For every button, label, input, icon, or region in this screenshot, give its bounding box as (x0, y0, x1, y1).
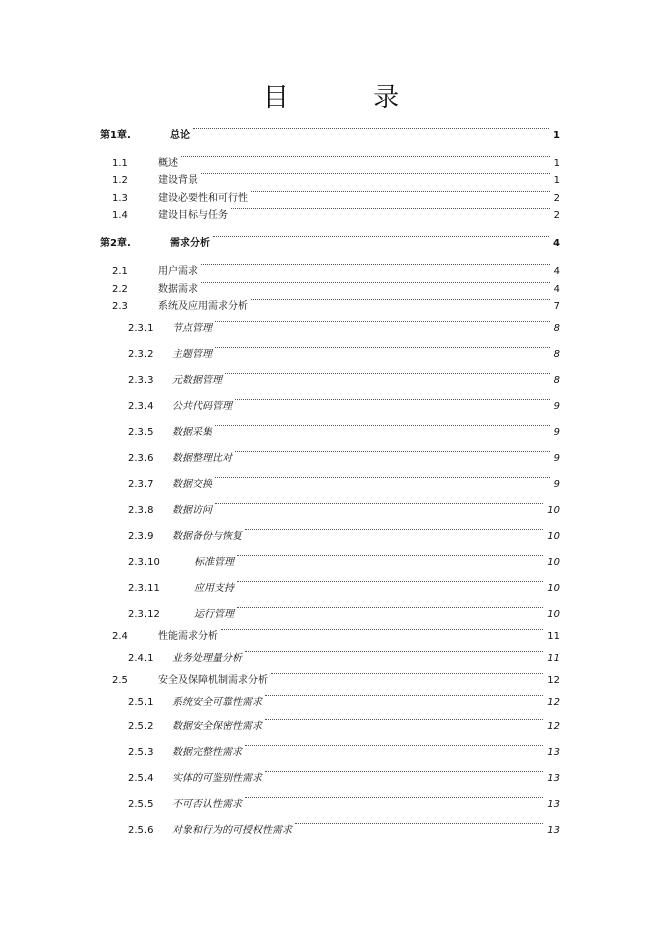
toc-entry-page: 12 (547, 721, 560, 732)
toc-dot-leader (215, 321, 550, 322)
toc-entry-page: 4 (553, 238, 560, 249)
toc-entry-number: 2.2 (112, 284, 128, 295)
toc-entry-number: 2.5 (112, 675, 128, 686)
toc-entry[interactable] (0, 555, 662, 571)
toc-dot-leader (215, 347, 550, 348)
toc-entry-page: 10 (547, 583, 560, 594)
toc-entry[interactable] (0, 503, 662, 519)
toc-entry-page: 12 (547, 697, 560, 708)
toc-entry[interactable] (0, 451, 662, 467)
toc-entry-label: 标准管理 (194, 557, 234, 568)
toc-entry[interactable] (0, 264, 662, 280)
toc-entry[interactable] (0, 673, 662, 689)
toc-entry-label: 数据访问 (172, 505, 212, 516)
toc-entry-label: 用户需求 (158, 266, 198, 277)
toc-entry[interactable] (0, 373, 662, 389)
toc-entry-number: 2.3.12 (128, 609, 160, 620)
toc-entry-number: 2.3.7 (128, 479, 154, 490)
toc-dot-leader (237, 607, 543, 608)
toc-entry-number: 2.3.11 (128, 583, 160, 594)
toc-entry-page: 8 (553, 323, 560, 334)
toc-entry-page: 4 (553, 266, 560, 277)
toc-dot-leader (181, 156, 550, 157)
toc-entry-page: 10 (547, 531, 560, 542)
toc-entry-page: 13 (547, 747, 560, 758)
toc-entry-number: 第2章. (100, 238, 131, 249)
toc-entry-page: 1 (553, 130, 560, 141)
toc-entry[interactable] (0, 823, 662, 839)
toc-dot-leader (251, 299, 550, 300)
toc-entry[interactable] (0, 745, 662, 761)
toc-entry-label: 系统及应用需求分析 (158, 301, 248, 312)
toc-entry-number: 2.3.5 (128, 427, 154, 438)
toc-entry-page: 2 (553, 193, 560, 204)
toc-entry[interactable] (0, 477, 662, 493)
toc-dot-leader (201, 282, 550, 283)
toc-entry-label: 对象和行为的可授权性需求 (172, 825, 292, 836)
toc-dot-leader (213, 236, 549, 237)
toc-entry-page: 1 (553, 175, 560, 186)
toc-entry-number: 1.1 (112, 158, 128, 169)
toc-dot-leader (245, 797, 543, 798)
toc-entry-number: 2.5.4 (128, 773, 154, 784)
toc-entry-page: 9 (553, 453, 560, 464)
toc-entry-number: 2.3.6 (128, 453, 154, 464)
toc-entry-label: 数据完整性需求 (172, 747, 242, 758)
toc-entry[interactable] (0, 719, 662, 735)
toc-entry-page: 9 (553, 479, 560, 490)
toc-entry-label: 业务处理量分析 (172, 653, 242, 664)
toc-entry[interactable] (0, 651, 662, 667)
toc-entry-label: 建设必要性和可行性 (158, 193, 248, 204)
toc-dot-leader (237, 555, 543, 556)
toc-entry-label: 数据需求 (158, 284, 198, 295)
toc-title: 目 录 (262, 83, 438, 113)
toc-entry[interactable] (0, 581, 662, 597)
toc-entry-label: 主题管理 (172, 349, 212, 360)
toc-entry-label: 数据整理比对 (172, 453, 232, 464)
toc-entry-number: 2.3 (112, 301, 128, 312)
toc-dot-leader (237, 581, 543, 582)
toc-entry-page: 8 (553, 375, 560, 386)
toc-dot-leader (295, 823, 543, 824)
toc-entry[interactable] (0, 695, 662, 711)
toc-entry[interactable] (0, 321, 662, 337)
toc-dot-leader (193, 128, 549, 129)
toc-dot-leader (235, 399, 550, 400)
toc-entry-number: 2.5.5 (128, 799, 154, 810)
toc-entry[interactable] (0, 629, 662, 645)
toc-entry-number: 1.2 (112, 175, 128, 186)
toc-dot-leader (245, 529, 543, 530)
toc-entry-page: 13 (547, 825, 560, 836)
toc-entry-label: 数据采集 (172, 427, 212, 438)
toc-entry-number: 第1章. (100, 130, 131, 141)
toc-entry-label: 元数据管理 (172, 375, 222, 386)
toc-dot-leader (215, 503, 543, 504)
toc-entry-page: 2 (553, 210, 560, 221)
toc-entry-page: 10 (547, 609, 560, 620)
toc-dot-leader (221, 629, 543, 630)
toc-entry-number: 2.3.3 (128, 375, 154, 386)
toc-entry-label: 节点管理 (172, 323, 212, 334)
toc-entry-number: 2.3.1 (128, 323, 154, 334)
toc-chapter-entry[interactable] (0, 236, 662, 252)
toc-entry[interactable] (0, 156, 662, 172)
toc-entry-label: 数据安全保密性需求 (172, 721, 262, 732)
toc-entry-number: 1.3 (112, 193, 128, 204)
toc-entry[interactable] (0, 191, 662, 207)
toc-entry-number: 2.3.10 (128, 557, 160, 568)
toc-entry[interactable] (0, 797, 662, 813)
toc-entry-label: 需求分析 (170, 238, 210, 249)
toc-dot-leader (235, 451, 550, 452)
toc-dot-leader (265, 771, 543, 772)
toc-entry-page: 12 (547, 675, 560, 686)
toc-entry-page: 11 (547, 631, 560, 642)
toc-entry-number: 2.5.6 (128, 825, 154, 836)
toc-entry-page: 1 (553, 158, 560, 169)
toc-entry-number: 2.1 (112, 266, 128, 277)
toc-dot-leader (201, 264, 550, 265)
toc-entry[interactable] (0, 208, 662, 224)
toc-dot-leader (265, 719, 543, 720)
toc-entry-number: 2.3.9 (128, 531, 154, 542)
toc-entry[interactable] (0, 529, 662, 545)
toc-entry-label: 数据交换 (172, 479, 212, 490)
toc-entry-label: 不可否认性需求 (172, 799, 242, 810)
toc-entry-label: 应用支持 (194, 583, 234, 594)
toc-entry-page: 11 (547, 653, 560, 664)
toc-entry-number: 2.4.1 (128, 653, 154, 664)
toc-entry-label: 公共代码管理 (172, 401, 232, 412)
toc-entry-number: 2.3.4 (128, 401, 154, 412)
toc-entry-page: 8 (553, 349, 560, 360)
toc-dot-leader (201, 173, 550, 174)
toc-entry-label: 安全及保障机制需求分析 (158, 675, 268, 686)
toc-entry[interactable] (0, 607, 662, 623)
toc-entry-number: 2.3.2 (128, 349, 154, 360)
toc-dot-leader (265, 695, 543, 696)
toc-dot-leader (231, 208, 550, 209)
toc-entry-label: 运行管理 (194, 609, 234, 620)
toc-entry-number: 2.4 (112, 631, 128, 642)
toc-dot-leader (225, 373, 550, 374)
toc-entry-label: 建设背景 (158, 175, 198, 186)
toc-entry-page: 9 (553, 401, 560, 412)
toc-dot-leader (245, 651, 543, 652)
toc-entry-label: 系统安全可靠性需求 (172, 697, 262, 708)
toc-dot-leader (251, 191, 550, 192)
toc-entry-label: 建设目标与任务 (158, 210, 228, 221)
toc-entry-page: 10 (547, 557, 560, 568)
toc-entry-label: 性能需求分析 (158, 631, 218, 642)
toc-entry-number: 2.5.1 (128, 697, 154, 708)
toc-chapter-entry[interactable] (0, 128, 662, 144)
toc-entry[interactable] (0, 299, 662, 315)
toc-entry-number: 2.5.2 (128, 721, 154, 732)
toc-entry-number: 2.3.8 (128, 505, 154, 516)
toc-entry-page: 13 (547, 773, 560, 784)
toc-entry-number: 1.4 (112, 210, 128, 221)
toc-entry[interactable] (0, 282, 662, 298)
toc-entry-number: 2.5.3 (128, 747, 154, 758)
toc-entry-page: 10 (547, 505, 560, 516)
toc-dot-leader (215, 425, 550, 426)
toc-entry-page: 4 (553, 284, 560, 295)
toc-entry-label: 概述 (158, 158, 178, 169)
toc-entry[interactable] (0, 425, 662, 441)
toc-entry[interactable] (0, 347, 662, 363)
toc-dot-leader (271, 673, 543, 674)
toc-entry-page: 7 (553, 301, 560, 312)
toc-entry-label: 数据备份与恢复 (172, 531, 242, 542)
toc-entry-label: 实体的可鉴别性需求 (172, 773, 262, 784)
toc-entry-page: 13 (547, 799, 560, 810)
toc-entry[interactable] (0, 771, 662, 787)
toc-entry-label: 总论 (170, 130, 190, 141)
toc-dot-leader (245, 745, 543, 746)
toc-dot-leader (215, 477, 550, 478)
toc-entry[interactable] (0, 173, 662, 189)
toc-entry-page: 9 (553, 427, 560, 438)
toc-entry[interactable] (0, 399, 662, 415)
